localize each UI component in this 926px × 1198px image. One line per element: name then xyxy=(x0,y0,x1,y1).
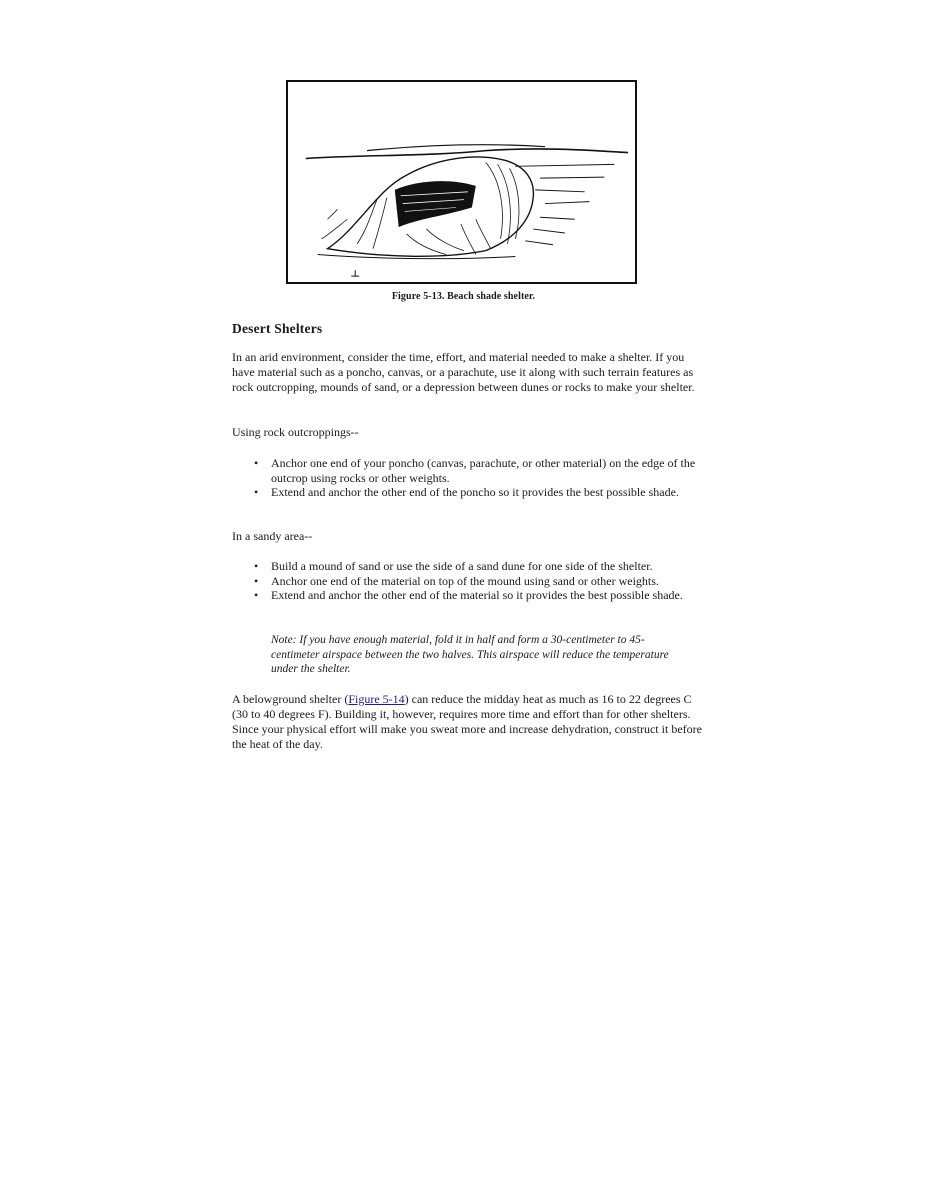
bullet-icon: • xyxy=(254,559,259,573)
list-item xyxy=(232,559,702,574)
bullet-icon: • xyxy=(254,573,259,588)
bullet-icon: • xyxy=(254,588,259,602)
list-item-text: Extend and anchor the other end of the poncho so it provides the best possible shade. xyxy=(271,485,679,499)
list-item xyxy=(232,574,702,589)
bullet-icon: • xyxy=(254,485,259,499)
figure-caption: Figure 5-13. Beach shade shelter. xyxy=(391,291,536,302)
list-item xyxy=(232,588,702,603)
sandy-area-list xyxy=(232,559,702,603)
list-item-text: Extend and anchor the other end of the material so it provides the best possible shade. xyxy=(271,588,683,602)
list-item-text: Build a mound of sand or use the side of a sand dune for one side of the shelter. xyxy=(271,559,653,573)
list-item-text: Anchor one end of your poncho (canvas, parachute, or other material) on the edge of the outcrop using rocks or other weights. xyxy=(271,456,696,485)
list-item xyxy=(232,485,702,500)
intro-paragraph: In an arid environment, consider the time, effort, and material needed to make a shelter. If you have material such as a poncho, canvas, or a parachute, use it along with such terrain features as rock outcropping, mounds of sand, or a depression between dunes or rocks to make your shelter. xyxy=(232,350,695,394)
list-item xyxy=(232,456,702,485)
section-title: Desert Shelters xyxy=(232,321,323,336)
figure-beach-shade-shelter xyxy=(286,80,637,284)
rock-outcroppings-intro: Using rock outcroppings-- xyxy=(232,425,359,439)
belowground-paragraph xyxy=(232,692,702,752)
beach-shelter-illustration xyxy=(288,82,635,282)
sandy-area-intro: In a sandy area-- xyxy=(232,529,313,543)
rock-outcroppings-list xyxy=(232,456,702,500)
figure-5-14-link[interactable]: Figure 5-14 xyxy=(348,692,405,706)
belowground-text-before: A belowground shelter ( xyxy=(232,692,349,706)
bullet-icon: • xyxy=(254,456,259,470)
belowground-text-after: ) can reduce the midday heat as much as 16 to 22 degrees C (30 to 40 degrees F). Building it, however, requires more time and effort than for other shelters. Since your physical effort will make you sweat more and increase dehydration, construct it before the heat of the day. xyxy=(232,692,702,751)
note-paragraph: Note: If you have enough material, fold it in half and form a 30-centimeter to 45-centimeter airspace between the two halves. This airspace will reduce the temperature under the shelter. xyxy=(271,634,669,675)
list-item-text: Anchor one end of the material on top of the mound using sand or other weights. xyxy=(271,573,659,588)
